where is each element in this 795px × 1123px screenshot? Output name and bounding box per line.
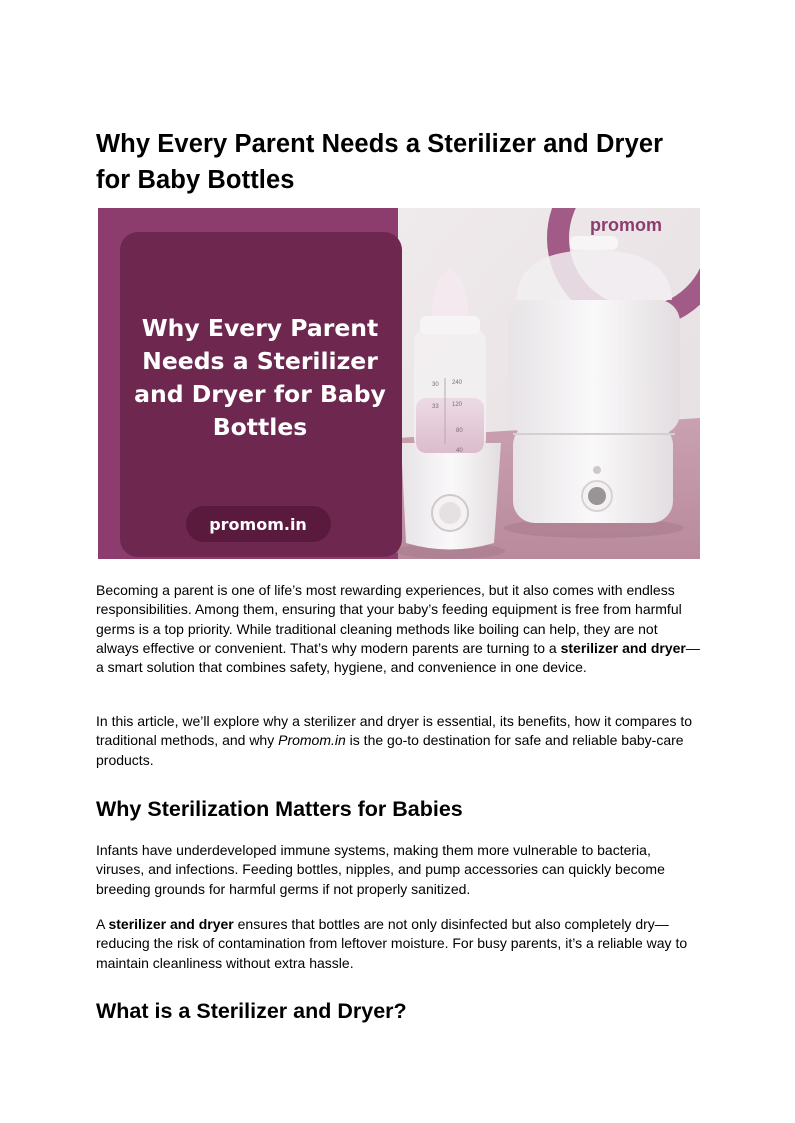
bold-text: sterilizer and dryer [108, 916, 234, 932]
sterilizer-device [504, 236, 684, 538]
svg-text:240: 240 [452, 380, 463, 386]
section-heading-what-is: What is a Sterilizer and Dryer? [96, 999, 407, 1023]
section-1-paragraph-1: Infants have underdeveloped immune systems, making them more vulnerable to bacteria, viruses, and infections. Feeding bottles, nipples, and pump accessories can quickly become breeding grounds for harmful germs if not properly sanitized. [96, 842, 665, 897]
hero-image [98, 208, 700, 559]
bold-text: sterilizer and dryer [560, 639, 686, 656]
svg-text:30: 30 [432, 382, 439, 388]
promom-logo: promom [590, 215, 662, 235]
section-heading-why-sterilization: Why Sterilization Matters for Babies [96, 797, 463, 821]
intro-paragraph-1: Becoming a parent is one of life’s most rewarding experiences, but it also comes with endless responsibilities. Among them, ensuring that your baby’s feeding equipment is free from harmful germs is a top priority. While traditional cleaning methods like boiling can help, they are not always effective or convenient. That’s why modern parents are turning to a sterilizer and dryer—a smart solution that combines safety, hygiene, and convenience in one device. [96, 582, 700, 676]
svg-text:40: 40 [456, 448, 463, 454]
url-badge-label: promom.in [209, 515, 307, 534]
intro-paragraph-2: In this article, we’ll explore why a sterilizer and dryer is essential, its benefits, how it compares to traditional methods, and why Promom.in is the go-to destination for safe and reliable baby-care products. [96, 713, 693, 768]
svg-text:33: 33 [432, 404, 439, 410]
svg-text:and Dryer for Baby: and Dryer for Baby [134, 380, 386, 408]
svg-text:Needs a Sterilizer: Needs a Sterilizer [142, 347, 378, 375]
article-title: Why Every Parent Needs a Sterilizer and Dryer for Baby Bottles [96, 130, 664, 194]
bottle-warmer [395, 443, 505, 559]
section-1-paragraph-2: A sterilizer and dryer ensures that bottles are not only disinfected but also completely dry—reducing the risk of contamination from leftover moisture. For busy parents, it’s a reliable way to maintain cleanliness without extra hassle. [96, 916, 688, 971]
svg-text:Bottles: Bottles [212, 413, 308, 441]
svg-text:80: 80 [456, 428, 463, 434]
svg-text:120: 120 [452, 402, 463, 408]
svg-text:Why Every Parent: Why Every Parent [141, 314, 379, 342]
promom-mention: Promom.in [278, 732, 346, 749]
